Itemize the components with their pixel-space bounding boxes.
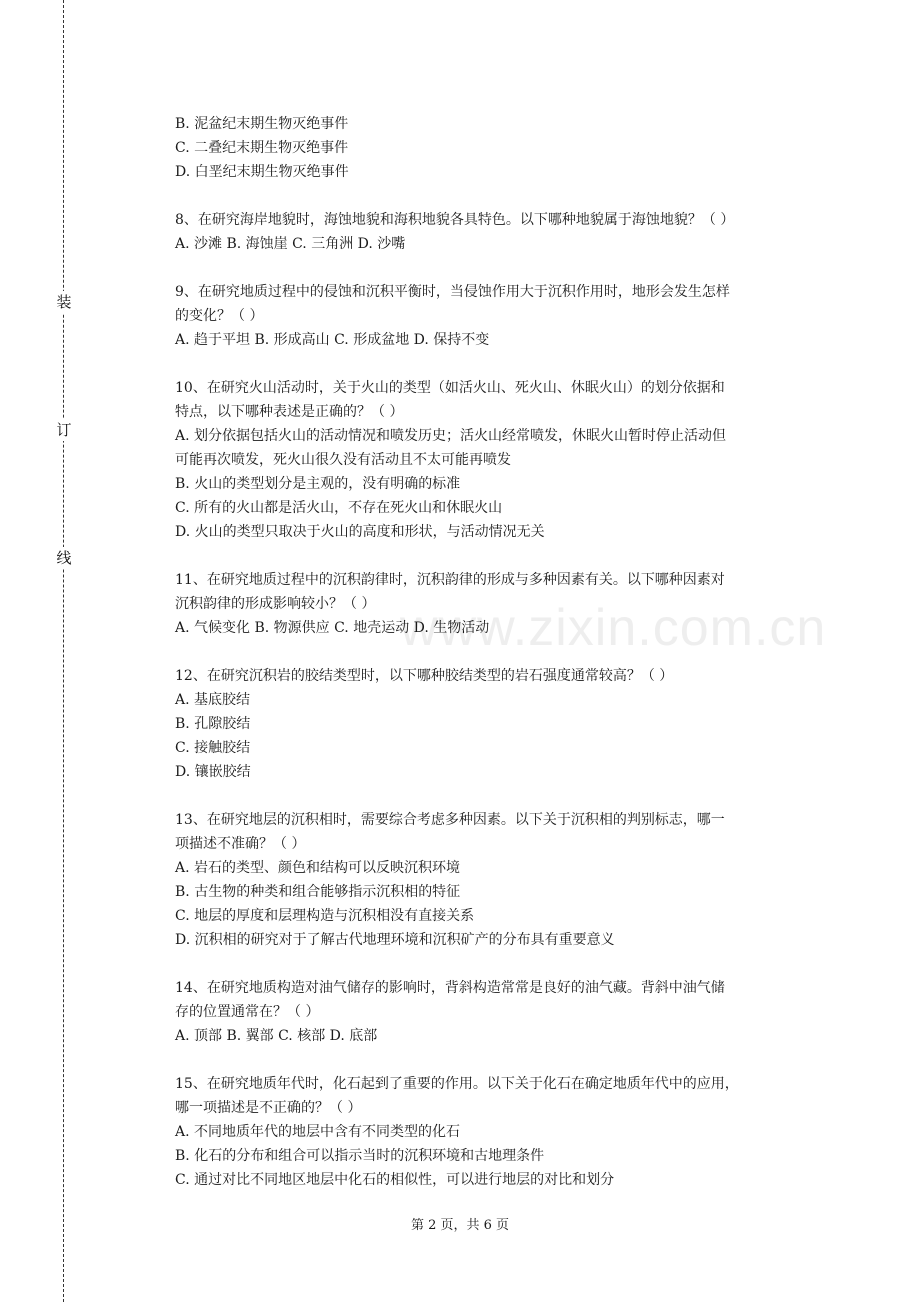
question-block (175, 808, 825, 952)
question-line: D. 白垩纪末期生物灭绝事件 (175, 164, 349, 180)
question-line: 存的位置通常在？（ ） (175, 1004, 320, 1020)
block-gap (175, 640, 825, 664)
question-line: B. 化石的分布和组合可以指示当时的沉积环境和古地理条件 (175, 1148, 545, 1164)
question-line: D. 镶嵌胶结 (175, 764, 251, 780)
question-line: 15、在研究地质年代时，化石起到了重要的作用。以下关于化石在确定地质年代中的应用， (175, 1076, 739, 1092)
binding-dashed-line (63, 0, 64, 1302)
question-line: D. 沉积相的研究对于了解古代地理环境和沉积矿产的分布具有重要意义 (175, 932, 615, 948)
question-line: A. 不同地质年代的地层中含有不同类型的化石 (175, 1124, 461, 1140)
question-block (175, 376, 825, 544)
block-gap (175, 352, 825, 376)
question-line: 项描述不准确？（ ） (175, 836, 306, 852)
question-line: A. 顶部 B. 翼部 C. 核部 D. 底部 (175, 1028, 378, 1044)
question-line: 14、在研究地质构造对油气储存的影响时，背斜构造常常是良好的油气藏。背斜中油气储 (175, 980, 725, 996)
question-line: 9、在研究地质过程中的侵蚀和沉积平衡时，当侵蚀作用大于沉积作用时，地形会发生怎样 (175, 284, 730, 300)
block-gap (175, 544, 825, 568)
block-gap (175, 952, 825, 976)
question-continuation (175, 112, 825, 184)
question-line: A. 基底胶结 (175, 692, 251, 708)
question-block (175, 208, 825, 256)
page-footer: 第 2 页，共 6 页 (410, 1218, 510, 1233)
binding-char-zhuang: 装 (54, 291, 74, 313)
question-line: A. 划分依据包括火山的活动情况和喷发历史；活火山经常喷发，休眠火山暂时停止活动但 (175, 428, 727, 444)
binding-char-ding: 订 (54, 419, 74, 441)
question-line: A. 沙滩 B. 海蚀崖 C. 三角洲 D. 沙嘴 (175, 236, 406, 252)
question-line: A. 趋于平坦 B. 形成高山 C. 形成盆地 D. 保持不变 (175, 332, 490, 348)
question-line: 特点，以下哪种表述是正确的？（ ） (175, 404, 404, 420)
question-line: 沉积韵律的形成影响较小？（ ） (175, 596, 376, 612)
block-gap (175, 256, 825, 280)
question-block (175, 976, 825, 1048)
question-line: D. 火山的类型只取决于火山的高度和形状，与活动情况无关 (175, 524, 545, 540)
question-line: C. 通过对比不同地区地层中化石的相似性，可以进行地层的对比和划分 (175, 1172, 615, 1188)
question-line: B. 孔隙胶结 (175, 716, 251, 732)
question-line: C. 地层的厚度和层理构造与沉积相没有直接关系 (175, 908, 475, 924)
question-line: C. 二叠纪末期生物灭绝事件 (175, 140, 349, 156)
question-block (175, 1072, 825, 1192)
question-line: 13、在研究地层的沉积相时，需要综合考虑多种因素。以下关于沉积相的判别标志，哪一 (175, 812, 725, 828)
question-line: 哪一项描述是不正确的？（ ） (175, 1100, 362, 1116)
question-line: C. 所有的火山都是活火山，不存在死火山和休眠火山 (175, 500, 503, 516)
binding-char-xian: 线 (54, 547, 74, 569)
question-line: A. 岩石的类型、颜色和结构可以反映沉积环境 (175, 860, 461, 876)
question-line: 可能再次喷发，死火山很久没有活动且不太可能再喷发 (175, 452, 511, 468)
block-gap (175, 1048, 825, 1072)
question-line: 12、在研究沉积岩的胶结类型时，以下哪种胶结类型的岩石强度通常较高？（ ） (175, 668, 674, 684)
question-line: B. 古生物的种类和组合能够指示沉积相的特征 (175, 884, 461, 900)
question-line: 8、在研究海岸地貌时，海蚀地貌和海积地貌各具特色。以下哪种地貌属于海蚀地貌？（ ） (175, 212, 735, 228)
question-line: 11、在研究地质过程中的沉积韵律时，沉积韵律的形成与多种因素有关。以下哪种因素对 (175, 572, 725, 588)
question-line: 10、在研究火山活动时，关于火山的类型（如活火山、死火山、休眠火山）的划分依据和 (175, 380, 725, 396)
question-block (175, 568, 825, 640)
question-line: 的变化？（ ） (175, 308, 264, 324)
question-line: B. 火山的类型划分是主观的，没有明确的标准 (175, 476, 461, 492)
question-block (175, 280, 825, 352)
watermark: www.zixin.com.cn (400, 599, 827, 657)
question-list (175, 112, 825, 1192)
question-line: C. 接触胶结 (175, 740, 251, 756)
block-gap (175, 184, 825, 208)
question-line: B. 泥盆纪末期生物灭绝事件 (175, 116, 349, 132)
block-gap (175, 784, 825, 808)
question-line: A. 气候变化 B. 物源供应 C. 地壳运动 D. 生物活动 (175, 620, 490, 636)
question-block (175, 664, 825, 784)
